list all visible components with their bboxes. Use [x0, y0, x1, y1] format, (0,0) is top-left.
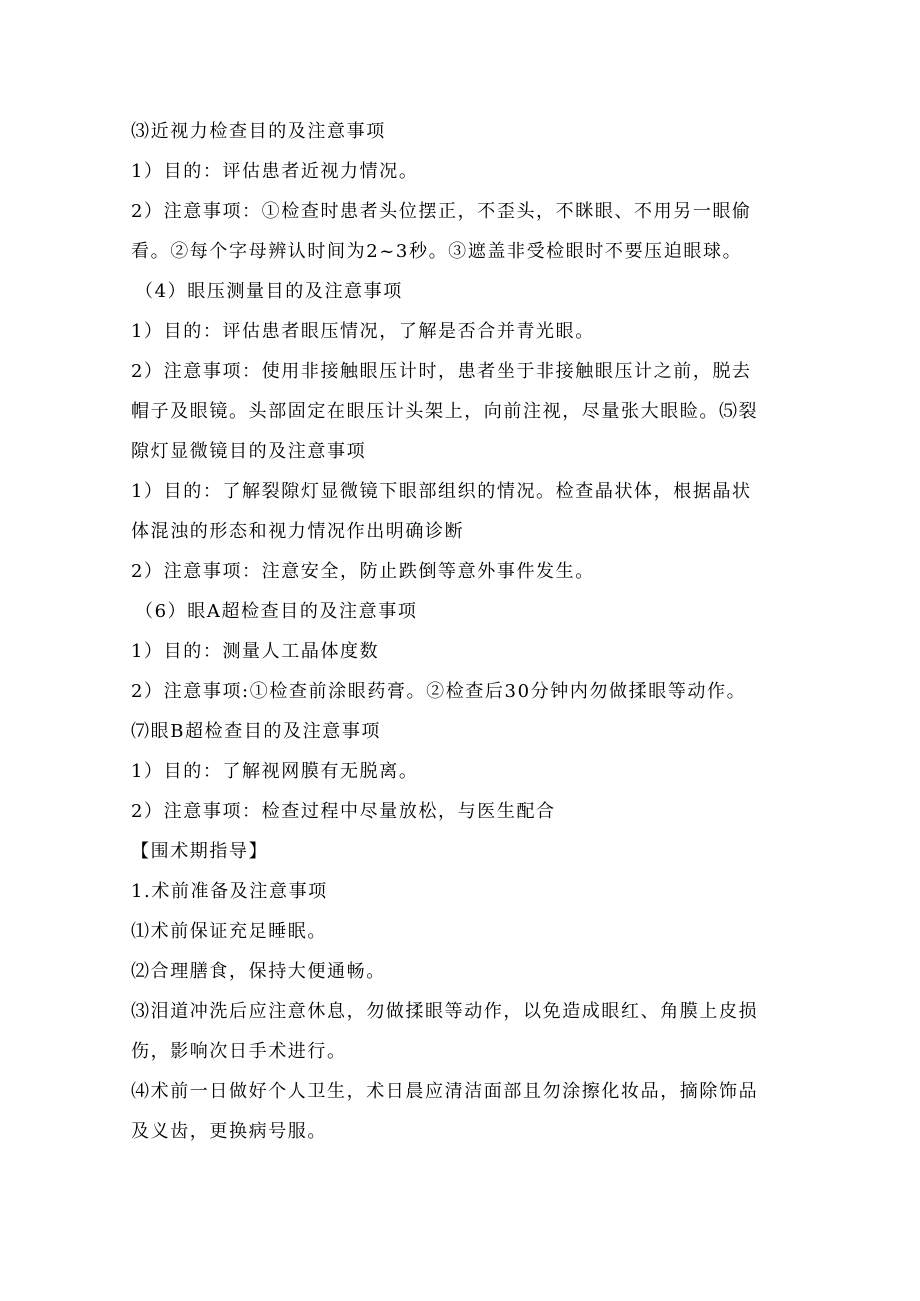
document-body: [131, 112, 791, 1152]
paragraph-line: 1）目的：评估患者近视力情况。: [131, 161, 419, 182]
section-heading-near-vision: ⑶近视力检查目的及注意事项: [131, 121, 386, 142]
paragraph-line: 体混浊的形态和视力情况作出明确诊断: [131, 521, 465, 542]
paragraph-line: 帽子及眼镜。头部固定在眼压计头架上，向前注视，尽量张大眼睑。⑸裂: [131, 401, 759, 422]
paragraph-line: 看。②每个字母辨认时间为2~3秒。③遮盖非受检眼时不要压迫眼球。: [131, 241, 743, 262]
section-heading-iop: （4）眼压测量目的及注意事项: [135, 281, 403, 302]
list-item: ⑴术前保证充足睡眠。: [131, 921, 327, 942]
list-item: ⑵合理膳食，保持大便通畅。: [131, 961, 386, 982]
list-item: ⑷术前一日做好个人卫生，术日晨应清洁面部且勿涂擦化妆品，摘除饰品: [131, 1081, 759, 1102]
paragraph-line: 2）注意事项：使用非接触眼压计时，患者坐于非接触眼压计之前，脱去: [131, 361, 752, 382]
section-heading-b-scan: ⑺眼B超检查目的及注意事项: [131, 721, 382, 742]
paragraph-line: 2）注意事项：注意安全，防止跌倒等意外事件发生。: [131, 561, 595, 582]
section-heading-a-scan: （6）眼A超检查目的及注意事项: [135, 601, 418, 622]
paragraph-line: 1）目的：测量人工晶体度数: [131, 641, 380, 662]
list-item-continuation: 及义齿，更换病号服。: [131, 1121, 327, 1142]
paragraph-line: 1）目的：评估患者眼压情况，了解是否合并青光眼。: [131, 321, 595, 342]
list-item-continuation: 伤，影响次日手术进行。: [131, 1041, 347, 1062]
paragraph-line: 1）目的：了解视网膜有无脱离。: [131, 761, 419, 782]
paragraph-line: 2）注意事项:①检查前涂眼药膏。②检查后30分钟内勿做揉眼等动作。: [131, 681, 747, 702]
section-heading-perioperative: 【围术期指导】: [131, 841, 269, 862]
paragraph-line: 1）目的：了解裂隙灯显微镜下眼部组织的情况。检查晶状体，根据晶状: [131, 481, 752, 502]
subsection-heading-preop: 1.术前准备及注意事项: [131, 881, 328, 902]
list-item: ⑶泪道冲洗后应注意休息，勿做揉眼等动作，以免造成眼红、角膜上皮损: [131, 1001, 759, 1022]
paragraph-line: 2）注意事项：①检查时患者头位摆正，不歪头，不眯眼、不用另一眼偷: [131, 201, 752, 222]
paragraph-line: 隙灯显微镜目的及注意事项: [131, 441, 367, 462]
paragraph-line: 2）注意事项：检查过程中尽量放松，与医生配合: [131, 801, 556, 822]
